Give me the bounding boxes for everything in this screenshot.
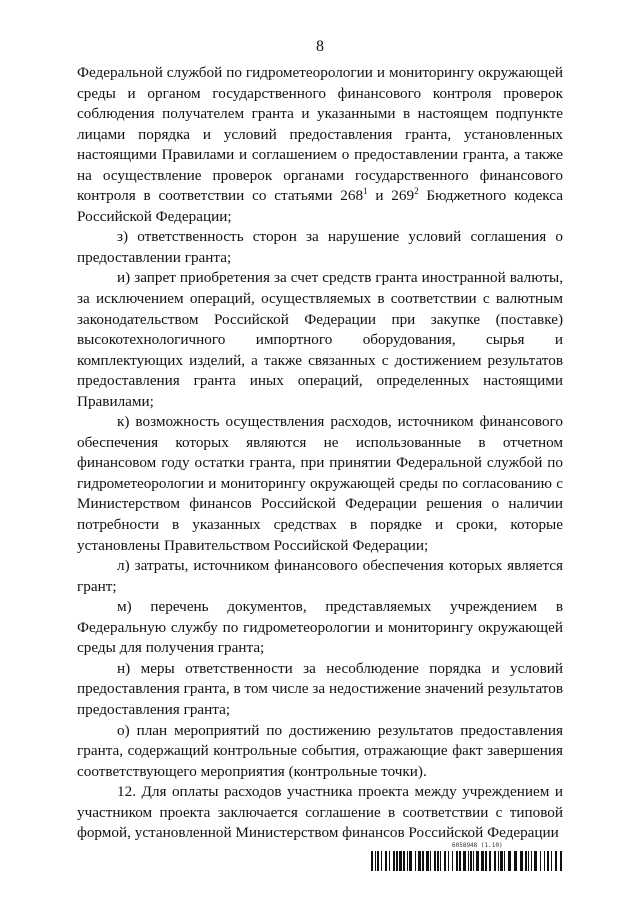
paragraph-text: Федеральной службой по гидрометеорологии и мониторингу окружающей среды и органом государственного финансового контроля проверок соблюдения получателем гранта и указанными в настоящем подпункте лицами порядка и условий предоставления гранта, установленных настоящими Правилами и соглашением о предоставлении гранта, а также на осуществление проверок органами государственного финансового контроля в соответствии со статьями 268 bbox=[77, 64, 563, 205]
paragraph-p3 bbox=[77, 268, 563, 412]
paragraph-p8 bbox=[77, 721, 563, 783]
paragraph-text: и) запрет приобретения за счет средств гранта иностранной валюты, за исключением операций, осуществляемых в соответствии с валютным законодательством Российской Федерации при закупке (поставке) высокотехнологичного импортного оборудования, сырья и комплектующих изделий, а также связанных с достижением результатов предоставления гранта иных операций, определенных настоящими Правилами; bbox=[77, 269, 563, 410]
barcode-code: 6058948 (1.10) bbox=[452, 842, 503, 849]
paragraph-text: л) затраты, источником финансового обеспечения которых является грант; bbox=[77, 557, 563, 595]
paragraph-text: н) меры ответственности за несоблюдение порядка и условий предоставления гранта, в том числе за недостижение значений результатов предоставления гранта; bbox=[77, 659, 563, 718]
paragraph-text: и 269 bbox=[367, 187, 415, 205]
paragraph-p2 bbox=[77, 227, 563, 268]
paragraph-p7 bbox=[77, 659, 563, 721]
paragraph-text: Бюджетного кодекса Российской Федерации; bbox=[77, 187, 563, 225]
paragraph-p9 bbox=[77, 782, 563, 844]
paragraph-p6 bbox=[77, 597, 563, 659]
document-body bbox=[77, 63, 563, 844]
paragraph-text: м) перечень документов, представляемых учреждением в Федеральную службу по гидрометеорологии и мониторингу окружающей среды для получения гранта; bbox=[77, 598, 563, 657]
barcode-image bbox=[371, 851, 565, 871]
paragraph-text: о) план мероприятий по достижению результатов предоставления гранта, содержащий контрольные события, отражающие факт завершения соответствующего мероприятия (контрольные точки). bbox=[77, 721, 563, 780]
paragraph-text: к) возможность осуществления расходов, источником финансового обеспечения которых являются не использованные в отчетном финансовом году остатки гранта, при принятии Федеральной службой по гидрометеорологии и мониторингу окружающей среды по согласованию с Министерством финансов Российской Федерации решения о наличии потребности в указанных средствах в порядке и сроки, которые установлены Правительством Российской Федерации; bbox=[77, 413, 563, 554]
page-number: 8 bbox=[316, 38, 324, 55]
barcode-bar bbox=[562, 851, 564, 871]
paragraph-p4 bbox=[77, 412, 563, 556]
superscript-number: 1 bbox=[363, 186, 368, 197]
superscript-number: 2 bbox=[414, 186, 419, 197]
paragraph-p5 bbox=[77, 556, 563, 597]
paragraph-p1 bbox=[77, 63, 563, 227]
paragraph-text: з) ответственность сторон за нарушение условий соглашения о предоставлении гранта; bbox=[77, 228, 563, 266]
paragraph-text: 12. Для оплаты расходов участника проекта между учреждением и участником проекта заключается соглашение в соответствии с типовой формой, установленной Министерством финансов Российской Федерации bbox=[77, 783, 563, 842]
